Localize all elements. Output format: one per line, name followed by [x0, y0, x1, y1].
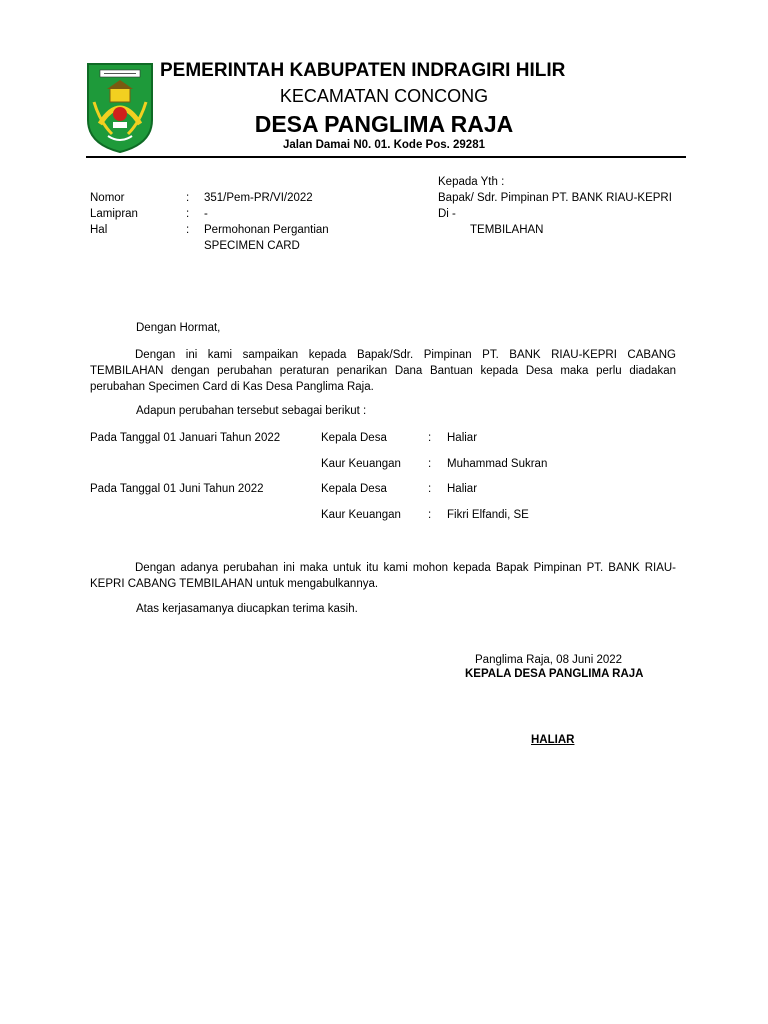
hal-label: Hal	[90, 224, 108, 236]
paragraph-changes-intro: Adapun perubahan tersebut sebagai berikut :	[136, 405, 367, 417]
hal-value-line-1: Permohonan Pergantian	[204, 224, 329, 236]
signature-place-date: Panglima Raja, 08 Juni 2022	[475, 654, 623, 666]
signature-name: HALIAR	[531, 734, 575, 746]
change-1-name: Haliar	[447, 432, 478, 444]
change-3-date: Pada Tanggal 01 Juni Tahun 2022	[90, 483, 264, 495]
lampiran-colon: :	[186, 208, 190, 220]
change-1-date: Pada Tanggal 01 Januari Tahun 2022	[90, 432, 281, 444]
change-1-role: Kepala Desa	[321, 432, 387, 444]
recipient-line-4: TEMBILAHAN	[470, 224, 544, 236]
header-divider	[86, 156, 686, 158]
paragraph-request: Dengan adanya perubahan ini maka untuk itu kami mohon kepada Bapak Pimpinan PT. BANK RIAU-KEPRI CABANG TEMBILAHAN untuk mengabulkannya.	[90, 562, 676, 590]
change-4-role: Kaur Keuangan	[321, 509, 401, 521]
lampiran-value: -	[204, 208, 208, 220]
recipient-line-1: Kepada Yth :	[438, 176, 505, 188]
change-4-colon: :	[428, 509, 432, 521]
change-1-colon: :	[428, 432, 432, 444]
change-2-name: Muhammad Sukran	[447, 458, 548, 470]
header-line-village: DESA PANGLIMA RAJA	[254, 111, 514, 137]
header-address: Jalan Damai N0. 01. Kode Pos. 29281	[283, 139, 485, 151]
nomor-colon: :	[186, 192, 190, 204]
change-3-role: Kepala Desa	[321, 483, 387, 495]
change-2-colon: :	[428, 458, 432, 470]
change-2-role: Kaur Keuangan	[321, 458, 401, 470]
nomor-value: 351/Pem-PR/VI/2022	[204, 192, 313, 204]
recipient-line-3: Di -	[438, 208, 456, 220]
change-3-name: Haliar	[447, 483, 478, 495]
nomor-label: Nomor	[90, 192, 125, 204]
hal-value-line-2: SPECIMEN CARD	[204, 240, 300, 252]
hal-colon: :	[186, 224, 190, 236]
change-4-name: Fikri Elfandi, SE	[447, 509, 529, 521]
recipient-line-2: Bapak/ Sdr. Pimpinan PT. BANK RIAU-KEPRI	[438, 192, 672, 204]
greeting: Dengan Hormat,	[136, 322, 221, 334]
change-3-colon: :	[428, 483, 432, 495]
header-line-government: PEMERINTAH KABUPATEN INDRAGIRI HILIR	[160, 60, 566, 81]
paragraph-thanks: Atas kerjasamanya diucapkan terima kasih.	[136, 603, 358, 615]
header-line-district: KECAMATAN CONCONG	[279, 86, 489, 106]
signature-title: KEPALA DESA PANGLIMA RAJA	[465, 668, 644, 680]
lampiran-label: Lamipran	[90, 208, 138, 220]
paragraph-intro: Dengan ini kami sampaikan kepada Bapak/Sdr. Pimpinan PT. BANK RIAU-KEPRI CABANG TEMBILAHAN dengan perubahan peraturan penarikan Dana Bantuan kepada Desa maka perlu diadakan perubahan Specimen Card di Kas Desa Panglima Raja.	[90, 349, 676, 393]
